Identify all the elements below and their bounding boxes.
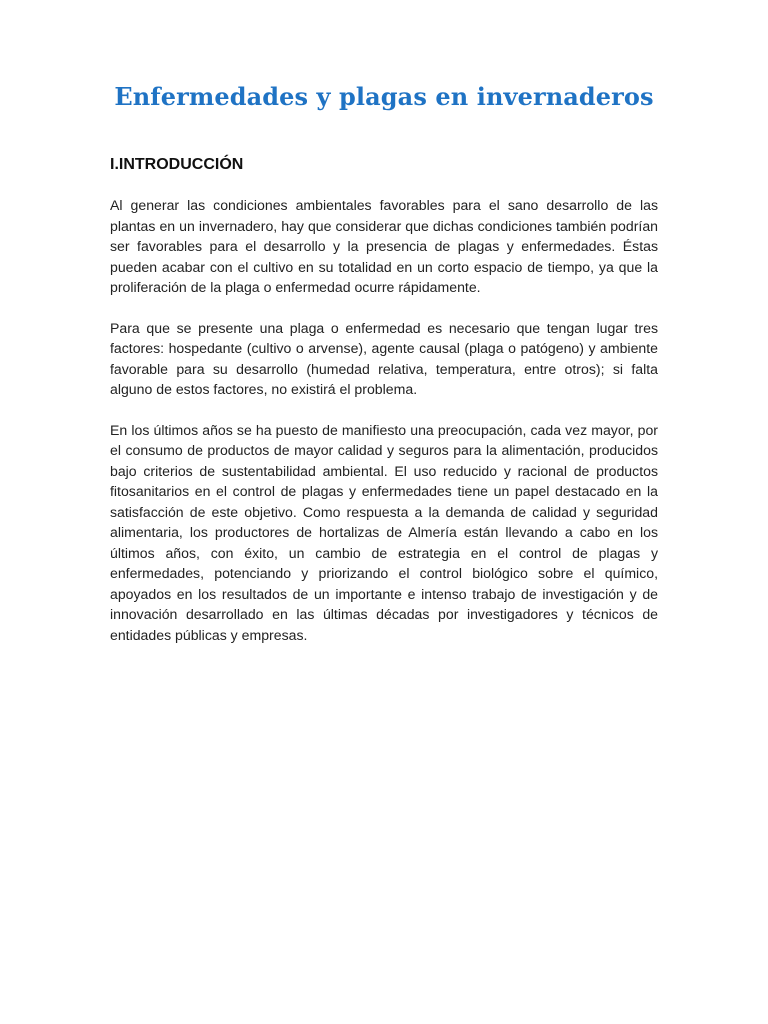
document-title: Enfermedades y plagas en invernaderos <box>114 82 654 111</box>
paragraph-2: Para que se presente una plaga o enfermedad es necesario que tengan lugar tres factores: hospedante (cultivo o arvense), agente causal (plaga o patógeno) y ambiente favorable para su desarrollo (humedad relativa, temperatura, entre otros); si falta alguno de estos factores, no existirá el problema. <box>110 319 658 397</box>
paragraph-1: Al generar las condiciones ambientales favorables para el sano desarrollo de las plantas en un invernadero, hay que considerar que dichas condiciones también podrían ser favorables para el desarrollo y la presencia de plagas y enfermedades. Éstas pueden acabar con el cultivo en su totalidad en un corto espacio de tiempo, ya que la proliferación de la plaga o enfermedad ocurre rápidamente. <box>110 197 658 295</box>
document-body <box>110 195 658 665</box>
section-heading: I.INTRODUCCIÓN <box>110 156 244 173</box>
paragraph-3: En los últimos años se ha puesto de manifiesto una preocupación, cada vez mayor, por el consumo de productos de mayor calidad y seguros para la alimentación, producidos bajo criterios de sustentabilidad ambiental. El uso reducido y racional de productos fitosanitarios en el control de plagas y enfermedades tiene un papel destacado en la satisfacción de este objetivo. Como respuesta a la demanda de calidad y seguridad alimentaria, los productores de hortalizas de Almería están llevando a cabo en los últimos años, con éxito, un cambio de estrategia en el control de plagas y enfermedades, potenciando y priorizando el control biológico sobre el químico, apoyados en los resultados de un importante e intenso trabajo de investigación y de innovación desarrollado en las últimas décadas por investigadores y técnicos de entidades públicas y empresas. <box>110 421 658 643</box>
